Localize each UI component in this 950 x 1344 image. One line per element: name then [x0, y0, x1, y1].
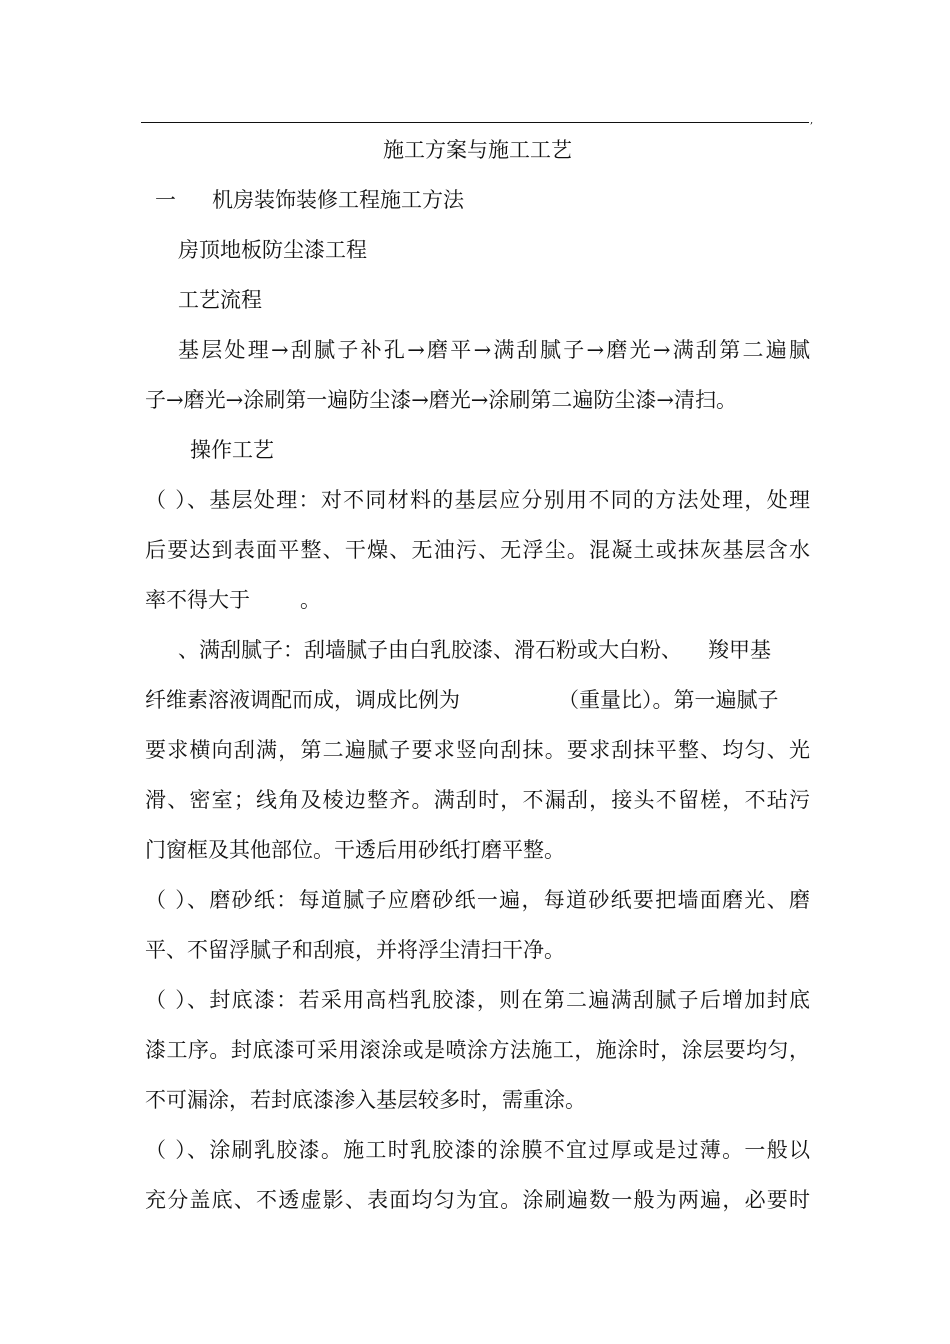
subheading-operation: 操作工艺	[190, 438, 274, 462]
header-rule	[141, 122, 809, 123]
page-title: 施工方案与施工工艺	[383, 138, 572, 162]
para-base-treatment-1: （ ）、基层处理：对不同材料的基层应分别用不同的方法处理，处理	[145, 488, 810, 512]
para-base-treatment-3a: 率不得大于	[145, 588, 250, 612]
para-putty-1	[145, 625, 810, 675]
para-putty-2b: （重量比）。第一遍腻子	[558, 688, 779, 712]
section-heading	[145, 175, 810, 225]
section-number: 一	[155, 188, 176, 212]
para-putty-5: 门窗框及其他部位。干透后用砂纸打磨平整。	[145, 838, 565, 862]
para-putty-1a: 、满刮腻子：刮墙腻子由白乳胶漆、滑石粉或大白粉、	[178, 638, 682, 662]
para-sanding-2: 平、不留浮腻子和刮痕，并将浮尘清扫干净。	[145, 938, 565, 962]
section-title: 机房装饰装修工程施工方法	[212, 188, 464, 212]
para-base-treatment-3b: 。	[300, 588, 321, 612]
para-base-treatment-2: 后要达到表面平整、干燥、无油污、无浮尘。混凝土或抹灰基层含水	[145, 538, 810, 562]
para-putty-4: 滑、密室；线角及棱边整齐。满刮时，不漏刮，接头不留槎，不玷污	[145, 788, 810, 812]
para-base-treatment-3	[145, 575, 810, 625]
para-sealer-1: （ ）、封底漆：若采用高档乳胶漆，则在第二遍满刮腻子后增加封底	[145, 988, 810, 1012]
subheading-process-flow: 工艺流程	[178, 288, 262, 312]
para-latex-paint-1: （ ）、涂刷乳胶漆。施工时乳胶漆的涂膜不宜过厚或是过薄。一般以	[145, 1138, 810, 1162]
flow-line-1: 基层处理→刮腻子补孔→磨平→满刮腻子→磨光→满刮第二遍腻	[178, 338, 810, 362]
para-sealer-2: 漆工序。封底漆可采用滚涂或是喷涂方法施工，施涂时，涂层要均匀，	[145, 1038, 810, 1062]
para-putty-2	[145, 675, 810, 725]
para-putty-1b: 羧甲基	[708, 638, 771, 662]
header-mark: ,	[810, 115, 814, 126]
flow-line-2: 子→磨光→涂刷第一遍防尘漆→磨光→涂刷第二遍防尘漆→清扫。	[145, 388, 737, 412]
para-sanding-1: （ ）、磨砂纸：每道腻子应磨砂纸一遍，每道砂纸要把墙面磨光、磨	[145, 888, 810, 912]
subheading-dustproof-paint: 房顶地板防尘漆工程	[178, 238, 367, 262]
para-putty-2a: 纤维素溶液调配而成，调成比例为	[145, 688, 460, 712]
para-sealer-3: 不可漏涂，若封底漆渗入基层较多时，需重涂。	[145, 1088, 586, 1112]
para-latex-paint-2: 充分盖底、不透虚影、表面均匀为宜。涂刷遍数一般为两遍，必要时	[145, 1188, 810, 1212]
document-body	[145, 125, 810, 1225]
para-putty-3: 要求横向刮满，第二遍腻子要求竖向刮抹。要求刮抹平整、均匀、光	[145, 738, 810, 762]
